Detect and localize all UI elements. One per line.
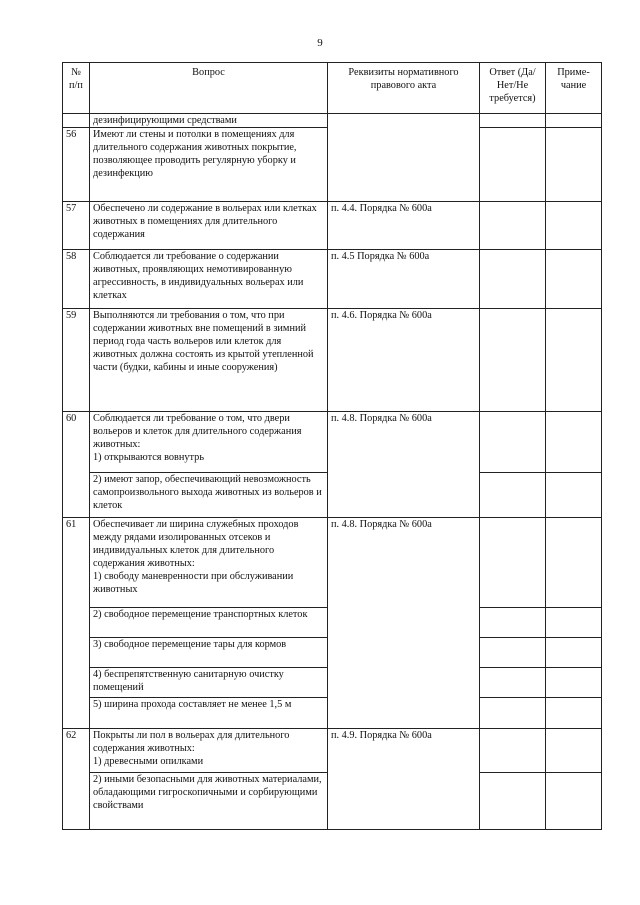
note-cell bbox=[546, 638, 602, 668]
question-text: Обеспечивает ли ширина служебных проходов между рядами изолированных отсеков и индивидуальных клеток для длительного содержания животных: bbox=[93, 519, 299, 569]
question-text: Соблюдается ли требование о том, что двери вольеров и клеток для длительного содержания животных: bbox=[93, 413, 302, 450]
requisites-cell: п. 4.5 Порядка № 600а bbox=[328, 250, 480, 309]
question-cell bbox=[90, 412, 328, 473]
answer-cell bbox=[480, 250, 546, 309]
note-cell bbox=[546, 729, 602, 773]
sub-item: 4) беспрепятственную санитарную очистку помещений bbox=[90, 668, 328, 698]
header-requisites: Реквизиты нормативного правового акта bbox=[328, 63, 480, 114]
answer-cell bbox=[480, 773, 546, 830]
answer-cell bbox=[480, 202, 546, 250]
answer-cell bbox=[480, 473, 546, 518]
requisites-cell: п. 4.9. Порядка № 600а bbox=[328, 729, 480, 830]
question-cell: Выполняются ли требования о том, что при содержании животных вне помещений в зимний период года часть вольеров или клеток для животных должна состоять из крытой утепленной части (будки, кабины и иные сооружения) bbox=[90, 309, 328, 412]
row-num: 57 bbox=[63, 202, 90, 250]
question-cell: Обеспечено ли содержание в вольерах или клетках животных в помещениях для длительного содержания bbox=[90, 202, 328, 250]
requisites-cell: п. 4.6. Порядка № 600а bbox=[328, 309, 480, 412]
header-answer: Ответ (Да/ Нет/Не требуется) bbox=[480, 63, 546, 114]
header-question: Вопрос bbox=[90, 63, 328, 114]
table-row bbox=[63, 518, 602, 608]
answer-cell bbox=[480, 698, 546, 729]
note-cell bbox=[546, 668, 602, 698]
requisites-cell: п. 4.4. Порядка № 600а bbox=[328, 202, 480, 250]
table-row bbox=[63, 250, 602, 309]
header-note: Приме- чание bbox=[546, 63, 602, 114]
table-row bbox=[63, 729, 602, 773]
note-cell bbox=[546, 202, 602, 250]
question-cell bbox=[90, 729, 328, 773]
question-cell: дезинфицирующими средствами bbox=[90, 114, 328, 128]
row-num: 62 bbox=[63, 729, 90, 830]
inspection-table bbox=[62, 62, 602, 830]
sub-item: 2) иными безопасными для животных материалами, обладающими гигроскопичными и сорбирующими свойствами bbox=[90, 773, 328, 830]
note-cell bbox=[546, 773, 602, 830]
requisites-cell: п. 4.8. Порядка № 600а bbox=[328, 518, 480, 729]
table-header-row bbox=[63, 63, 602, 114]
table-row bbox=[63, 114, 602, 128]
note-cell bbox=[546, 114, 602, 128]
row-num: 58 bbox=[63, 250, 90, 309]
note-cell bbox=[546, 128, 602, 202]
question-text: Покрыты ли пол в вольерах для длительного содержания животных: bbox=[93, 730, 290, 754]
page-number: 9 bbox=[317, 37, 323, 49]
note-cell bbox=[546, 608, 602, 638]
answer-cell bbox=[480, 668, 546, 698]
sub-item: 1) свободу маневренности при обслуживании животных bbox=[93, 571, 294, 595]
answer-cell bbox=[480, 518, 546, 608]
note-cell bbox=[546, 698, 602, 729]
requisites-cell bbox=[328, 114, 480, 202]
requisites-cell: п. 4.8. Порядка № 600а bbox=[328, 412, 480, 518]
row-num: 59 bbox=[63, 309, 90, 412]
answer-cell bbox=[480, 114, 546, 128]
question-cell: Соблюдается ли требование о содержании животных, проявляющих немотивированную агрессивность, в индивидуальных вольерах или клетках bbox=[90, 250, 328, 309]
note-cell bbox=[546, 518, 602, 608]
row-num: 60 bbox=[63, 412, 90, 518]
question-cell: Имеют ли стены и потолки в помещениях для длительного содержания животных покрытие, позволяющее проводить регулярную уборку и дезинфекцию bbox=[90, 128, 328, 202]
question-cell bbox=[90, 518, 328, 608]
table-row bbox=[63, 309, 602, 412]
answer-cell bbox=[480, 729, 546, 773]
note-cell bbox=[546, 309, 602, 412]
table-row bbox=[63, 412, 602, 473]
answer-cell bbox=[480, 638, 546, 668]
note-cell bbox=[546, 473, 602, 518]
note-cell bbox=[546, 250, 602, 309]
header-num: № п/п bbox=[63, 63, 90, 114]
answer-cell bbox=[480, 412, 546, 473]
note-cell bbox=[546, 412, 602, 473]
row-num bbox=[63, 114, 90, 128]
answer-cell bbox=[480, 608, 546, 638]
answer-cell bbox=[480, 309, 546, 412]
row-num: 61 bbox=[63, 518, 90, 729]
row-num: 56 bbox=[63, 128, 90, 202]
sub-item: 1) открываются вовнутрь bbox=[93, 452, 205, 463]
sub-item: 2) имеют запор, обеспечивающий невозможность самопроизвольного выхода животных из вольеров и клеток bbox=[90, 473, 328, 518]
sub-item: 1) древесными опилками bbox=[93, 756, 204, 767]
sub-item: 5) ширина прохода составляет не менее 1,5 м bbox=[90, 698, 328, 729]
sub-item: 3) свободное перемещение тары для кормов bbox=[90, 638, 328, 668]
table-row bbox=[63, 202, 602, 250]
sub-item: 2) свободное перемещение транспортных клеток bbox=[90, 608, 328, 638]
answer-cell bbox=[480, 128, 546, 202]
